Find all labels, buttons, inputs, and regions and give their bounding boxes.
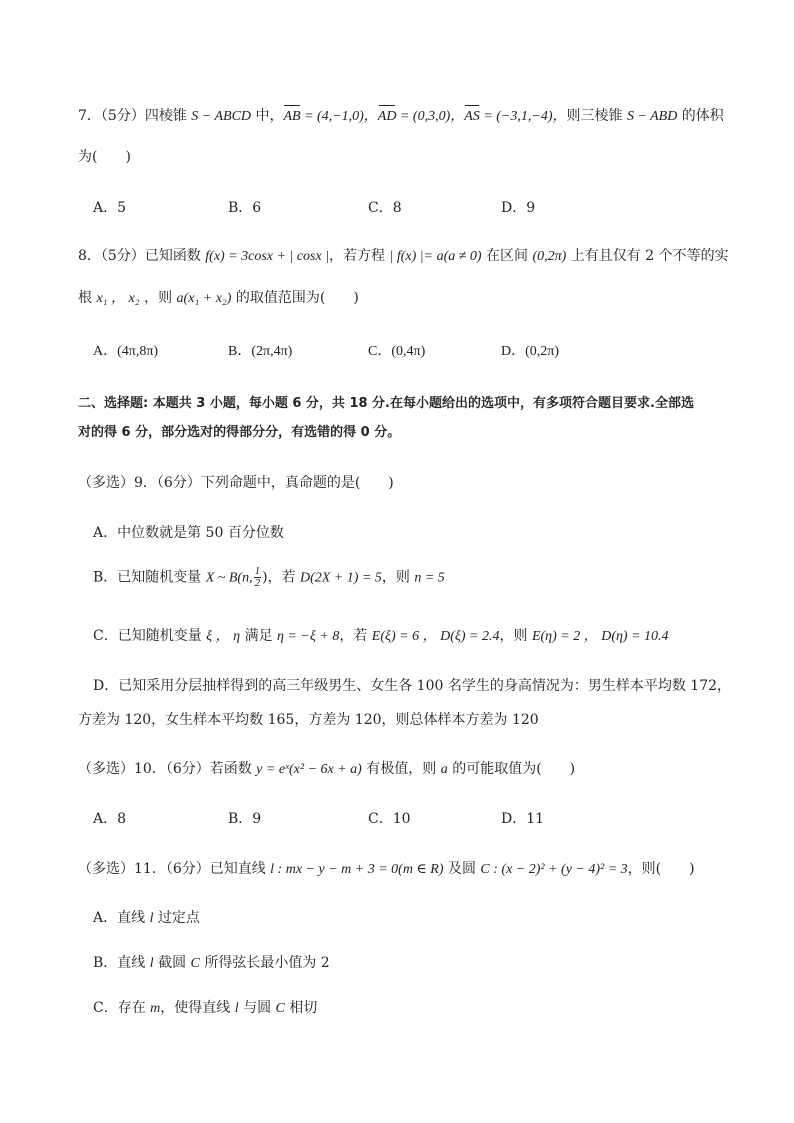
q10-option-b[interactable]: B．9 xyxy=(228,811,262,827)
q11-option-c[interactable] xyxy=(93,998,317,1019)
q10-number: （多选）10．（6分）若函数 xyxy=(78,761,257,777)
q9-b-text2: )，若 xyxy=(262,569,301,586)
q7-number: 7．（5分）四棱锥 xyxy=(78,108,192,124)
q11-option-a[interactable] xyxy=(93,908,200,929)
q9-stem: （多选）9．（6分）下列命题中，真命题的是( ) xyxy=(78,475,394,491)
q11-text2: ，则( ) xyxy=(627,861,695,877)
q8-option-d[interactable]: D．(0,2π) xyxy=(501,344,560,359)
q9-b-text3: ，则 xyxy=(381,569,415,586)
fraction-numerator: 1 xyxy=(254,565,261,577)
q11-b-var: l xyxy=(149,956,154,971)
q10-function: y = eˣ(x² − 6x + a) xyxy=(256,762,362,777)
q8-expression: a(x₁ + x₂) xyxy=(176,291,232,306)
q8-text3: 上有且仅有 2 个不等的实 xyxy=(566,248,729,264)
q7-stem-line2: 为( ) xyxy=(78,149,131,165)
section2-header-line2: 对的得 6 分，部分选对的得部分分，有选错的得 0 分。 xyxy=(78,425,401,440)
q10-option-c[interactable]: C．10 xyxy=(368,811,411,827)
q7-pyramid: S − ABCD xyxy=(191,109,252,124)
q8-number: 8．（5分）已知函数 xyxy=(78,248,206,264)
q9-c-text4: ，则 xyxy=(499,628,532,644)
q11-c-text: C．存在 xyxy=(93,1000,151,1016)
vector-ab: AB xyxy=(283,107,300,127)
q9-c-text3: ，若 xyxy=(339,628,372,644)
q11-a-text: A．直线 xyxy=(93,910,150,926)
q11-b-text2: 截圆 xyxy=(153,955,191,971)
vector-ad: AD xyxy=(378,107,397,127)
q9-b-text: B．已知随机变量 xyxy=(93,569,206,586)
q7-option-d[interactable]: D．9 xyxy=(501,200,536,216)
q10-text2: 的可能取值为( ) xyxy=(447,761,576,777)
q8-text6: 的取值范围为( ) xyxy=(231,290,359,306)
q11-c-var2: l xyxy=(234,1001,239,1016)
section2-header-line1: 二、选择题: 本题共 3 小题，每小题 6 分，共 18 分.在每小题给出的选项中，有多项符合题目要求.全部选 xyxy=(78,396,694,411)
q7-option-c[interactable]: C．8 xyxy=(368,200,402,216)
q11-c-text4: 相切 xyxy=(284,1000,318,1016)
q8-option-a[interactable]: A．(4π,8π) xyxy=(93,344,159,359)
q9-option-d-line2: 方差为 120，女生样本平均数 165，方差为 120，则总体样本方差为 120 xyxy=(78,712,539,728)
q9-c-result: E(η) = 2 ， D(η) = 10.4 xyxy=(531,629,669,644)
vector-as: AS xyxy=(464,107,480,127)
q11-c-var: m xyxy=(150,1001,161,1016)
q9-b-condition: D(2X + 1) = 5 xyxy=(300,570,382,586)
q8-interval: (0,2π) xyxy=(532,249,567,264)
q11-b-text: B．直线 xyxy=(93,955,150,971)
q9-b-result: n = 5 xyxy=(414,570,445,586)
q11-circle-eq: C : (x − 2)² + (y − 4)² = 3 xyxy=(480,862,628,877)
q11-number: （多选）11．（6分）已知直线 xyxy=(78,861,271,877)
q11-a-text2: 过定点 xyxy=(153,910,200,926)
q11-b-text3: 所得弦长最小值为 2 xyxy=(199,955,330,971)
q8-text: ，若方程 xyxy=(329,248,390,264)
q7-option-a[interactable]: A．5 xyxy=(93,200,127,216)
q11-option-b[interactable] xyxy=(93,953,330,974)
q10-text: 有极值，则 xyxy=(361,761,441,777)
vector-ad-value: = (0,3,0)， xyxy=(396,109,465,124)
q11-c-var3: C xyxy=(275,1001,285,1016)
q11-c-text3: 与圆 xyxy=(238,1000,276,1016)
q7-text2: 则三棱锥 xyxy=(566,108,627,124)
q11-b-var2: C xyxy=(190,956,200,971)
q8-text4: 根 xyxy=(78,290,97,306)
q8-stem-line1 xyxy=(78,246,729,267)
vector-as-value: = (−3,1,−4)， xyxy=(479,109,567,124)
q8-text2: 在区间 xyxy=(481,248,533,264)
q8-option-b[interactable]: B．(2π,4π) xyxy=(228,344,293,359)
q7-text3: 的体积 xyxy=(677,108,724,124)
q8-roots: x₁ ， x₂ xyxy=(96,291,140,306)
q9-option-d[interactable]: D．已知采用分层抽样得到的高三年级男生、女生各 100 名学生的身高情况为：男生样本平均数 172， xyxy=(93,678,732,694)
q9-option-b[interactable] xyxy=(93,566,445,589)
vector-ab-value: = (4,−1,0)， xyxy=(300,109,378,124)
q7-option-b[interactable]: B．6 xyxy=(228,200,262,216)
q9-c-text: C．已知随机变量 xyxy=(93,628,207,644)
q11-c-text2: ，使得直线 xyxy=(160,1000,235,1016)
q7-text: 中， xyxy=(251,108,284,124)
q10-option-d[interactable]: D．11 xyxy=(501,811,545,827)
q9-c-relation: η = −ξ + 8 xyxy=(277,629,340,644)
q9-c-vars: ξ ， η xyxy=(206,629,241,644)
q10-option-a[interactable]: A．8 xyxy=(93,811,127,827)
q11-text: 及圆 xyxy=(443,861,481,877)
q9-option-a[interactable]: A．中位数就是第 50 百分位数 xyxy=(93,525,284,541)
q11-stem xyxy=(78,859,695,880)
q10-stem xyxy=(78,759,575,780)
q8-equation: | f(x) |= a(a ≠ 0) xyxy=(389,249,482,264)
fraction-denominator: 2 xyxy=(254,577,261,589)
q8-option-c[interactable]: C．(0,4π) xyxy=(368,344,426,359)
q9-b-dist: X ~ B(n, xyxy=(205,570,253,586)
q11-a-var: l xyxy=(149,911,154,926)
q8-function: f(x) = 3cosx + | cosx | xyxy=(205,249,330,264)
q10-var: a xyxy=(440,762,448,777)
q8-text5: ，则 xyxy=(139,290,177,306)
q11-line-eq: l : mx − y − m + 3 = 0(m ∈ R) xyxy=(270,862,444,877)
fraction-half xyxy=(254,566,262,589)
q9-c-given: E(ξ) = 6 ， D(ξ) = 2.4 xyxy=(371,629,500,644)
q9-option-c[interactable] xyxy=(93,626,669,647)
q7-tetra: S − ABD xyxy=(626,109,678,124)
q9-c-text2: 满足 xyxy=(240,628,278,644)
q7-stem-line1 xyxy=(78,106,724,127)
q8-stem-line2 xyxy=(78,288,359,309)
